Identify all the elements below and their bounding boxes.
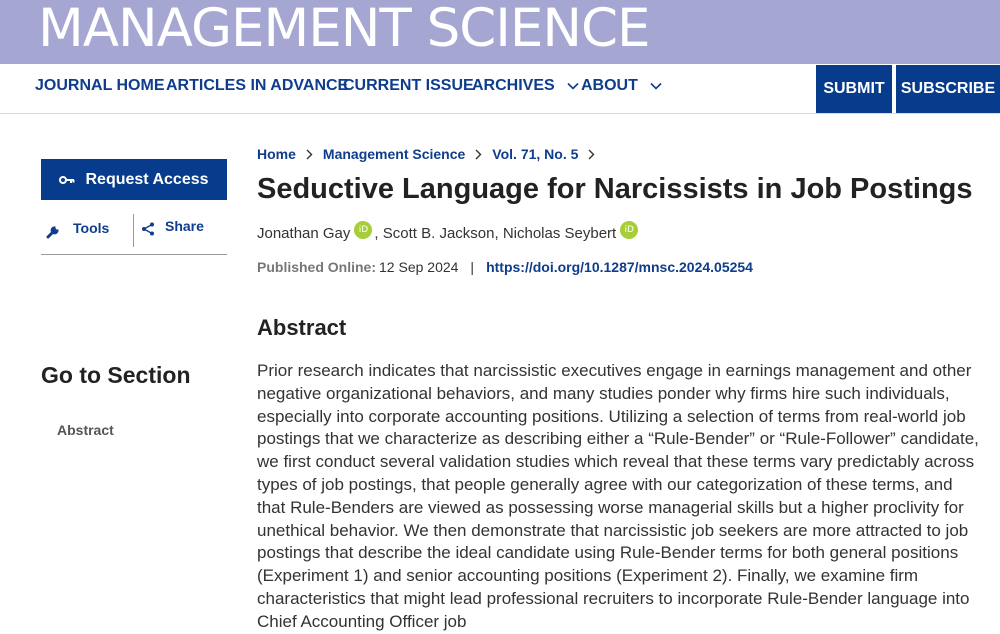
breadcrumb-issue[interactable]: Vol. 71, No. 5: [492, 146, 579, 162]
request-access-button[interactable]: [41, 159, 227, 200]
author-separator: ,: [494, 224, 503, 242]
breadcrumb-journal[interactable]: Management Science: [322, 146, 466, 162]
author-separator: ,: [374, 224, 383, 242]
chevron-right-icon: [588, 149, 595, 160]
chevron-down-icon: [567, 82, 579, 90]
published-online-label: Published Online:: [257, 259, 377, 275]
doi-link[interactable]: https://doi.org/10.1287/mnsc.2024.05254: [486, 259, 753, 275]
nav-archives[interactable]: [472, 77, 579, 95]
nav-current-issue[interactable]: [343, 77, 474, 95]
go-to-section-heading: Go to Section: [41, 362, 191, 388]
main-nav: [0, 64, 1000, 114]
article-title: Seductive Language for Narcissists in Job Postings: [257, 173, 973, 205]
nav-about[interactable]: [581, 77, 662, 95]
nav-articles-in-advance-label: ARTICLES IN ADVANCE: [166, 77, 349, 94]
chevron-down-icon: [650, 82, 662, 90]
abstract-text: Prior research indicates that narcissistic executives engage in earnings management and other negative organizational behaviors, and many studies ponder why firms hire such individuals, especially into corporate accounting positions. Utilizing a selection of terms from real-world job postings that we characterize as describing either a “Rule-Bender” or “Rule-Follower” candidate, we first conduct several validation studies which reveal that these terms vary predictably across types of job postings, that people generally agree with our categorization of these terms, and that Rule-Benders are viewed as possessing worse managerial skills but a higher proclivity for unethical behavior. We then demonstrate that narcissistic job seekers are more attracted to job postings that describe the ideal candidate using Rule-Bender terms for both general positions (Experiment 1) and senior accounting positions (Experiment 2). Finally, we examine firm characteristics that might lead professional recruiters to incorporate Rule-Bender language into Chief Accounting Officer job: [257, 361, 979, 631]
breadcrumb-home[interactable]: Home: [257, 146, 296, 162]
share-button[interactable]: [141, 216, 204, 236]
pub-separator: |: [470, 259, 475, 275]
article-main: [257, 144, 987, 634]
tools-label: Tools: [73, 219, 110, 236]
orcid-icon[interactable]: iD: [354, 221, 372, 239]
author-name[interactable]: Jonathan Gay: [257, 224, 351, 242]
publication-info: [257, 257, 987, 277]
published-date: 12 Sep 2024: [379, 259, 459, 275]
breadcrumb: [257, 144, 987, 164]
author-name[interactable]: Scott B. Jackson: [382, 224, 495, 242]
nav-archives-label: ARCHIVES: [472, 77, 555, 94]
key-icon: [59, 175, 75, 185]
journal-banner: [0, 0, 1000, 64]
wrench-icon: [46, 222, 63, 239]
chevron-right-icon: [306, 149, 313, 160]
subscribe-button[interactable]: SUBSCRIBE: [896, 65, 1000, 113]
nav-journal-home-label: JOURNAL HOME: [35, 77, 165, 94]
section-link-abstract[interactable]: Abstract: [57, 422, 114, 438]
chevron-right-icon: [475, 149, 482, 160]
nav-journal-home[interactable]: [35, 77, 165, 95]
abstract-heading: Abstract: [257, 315, 347, 340]
author-name[interactable]: Nicholas Seybert: [502, 224, 617, 242]
share-label: Share: [165, 218, 204, 234]
request-access-label: Request Access: [85, 170, 209, 188]
nav-about-label: ABOUT: [581, 77, 638, 94]
tools-button[interactable]: [46, 216, 109, 239]
tools-divider: [133, 214, 134, 247]
journal-title[interactable]: MANAGEMENT SCIENCE: [38, 0, 650, 59]
author-list: [257, 223, 987, 243]
nav-articles-in-advance[interactable]: [166, 77, 348, 95]
sidebar: [41, 159, 227, 255]
share-icon: [141, 222, 155, 236]
orcid-icon[interactable]: iD: [620, 221, 638, 239]
tools-share-row: [41, 214, 227, 255]
submit-button[interactable]: SUBMIT: [816, 65, 892, 113]
nav-current-issue-label: CURRENT ISSUE: [343, 77, 474, 94]
